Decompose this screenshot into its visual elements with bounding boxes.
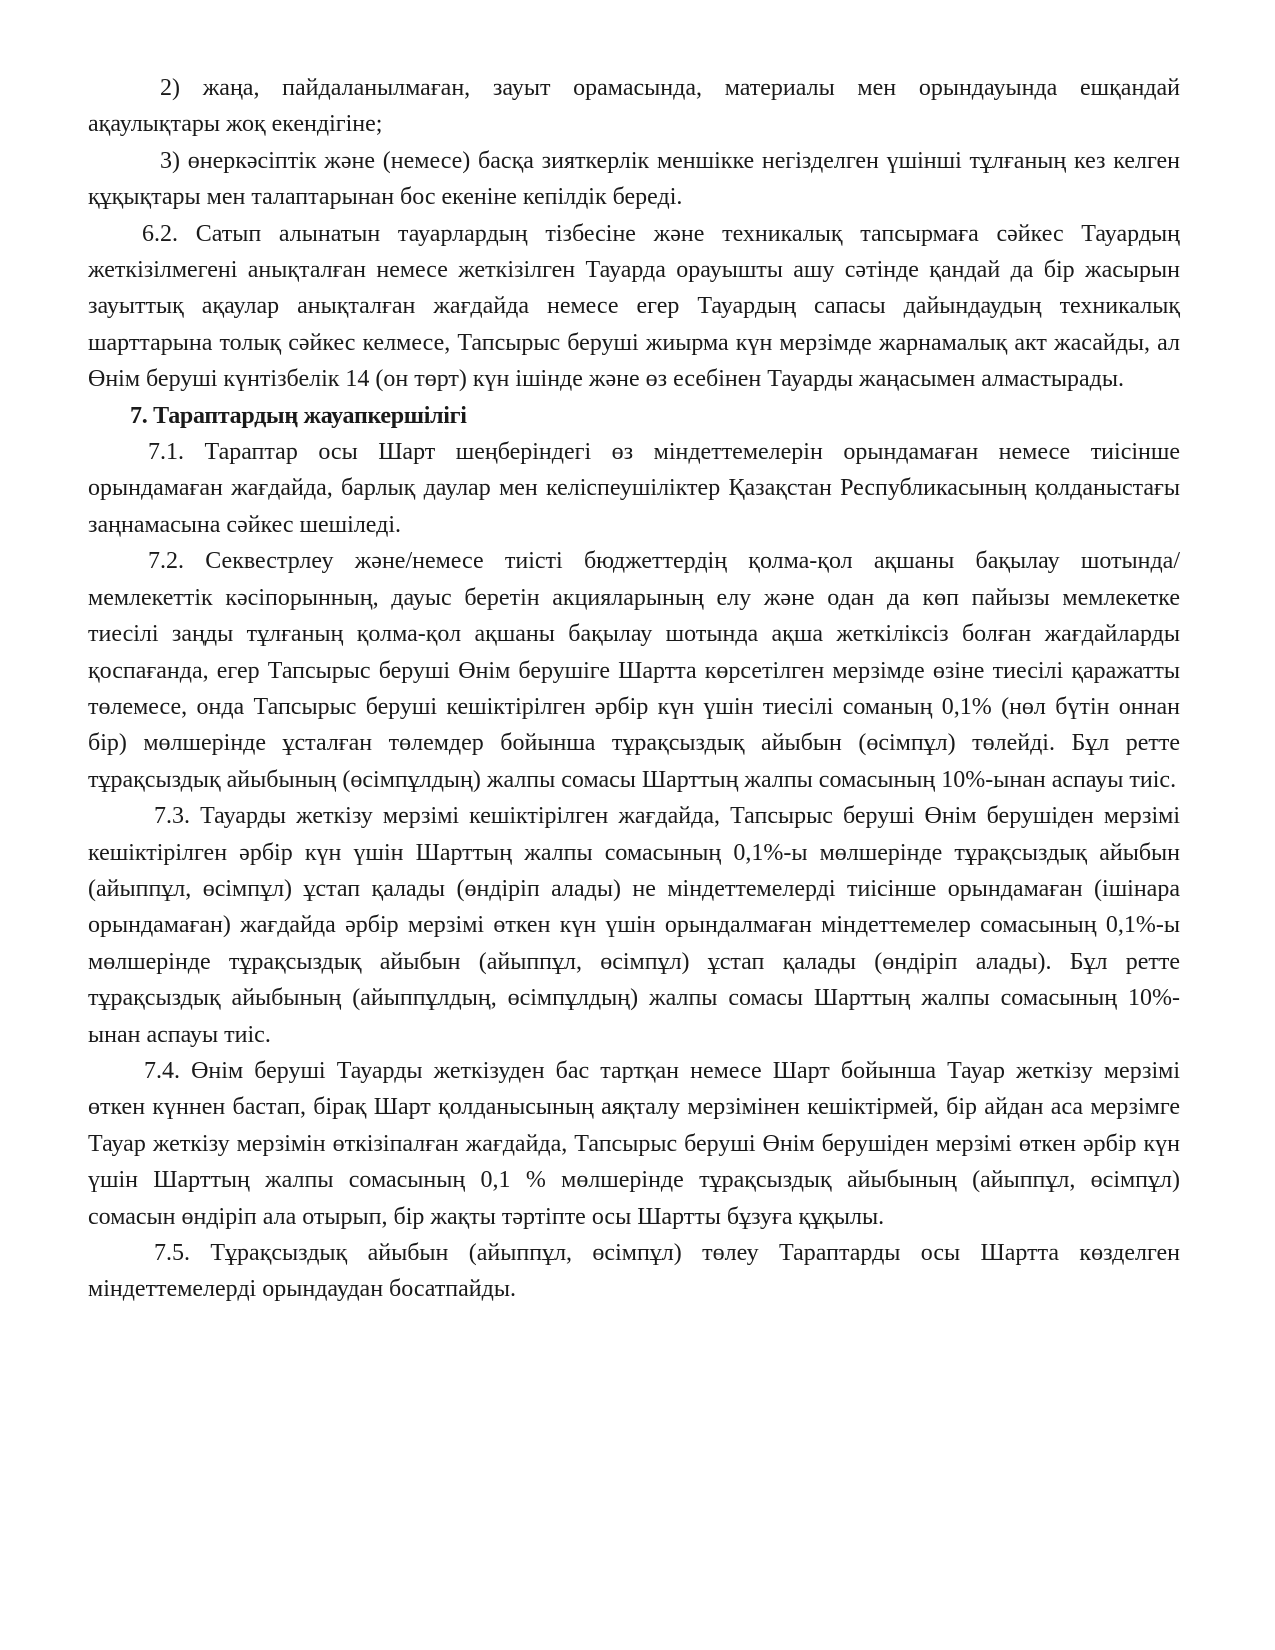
paragraph-6-2: 6.2. Сатып алынатын тауарлардың тізбесіне және техникалық тапсырмаға сәйкес Тауардың жеткізілмегені анықталған немесе жеткізілген Тауарда орауышты ашу сәтінде қандай да бір жасырын зауыттық ақаулар анықталған жағдайда немесе егер Тауардың сапасы дайындаудың техникалық шарттарына толық сәйкес келмесе, Тапсырыс беруші жиырма күн мерзімде жарнамалық акт жасайды, ал Өнім беруші күнтізбелік 14 (он төрт) күн ішінде және өз есебінен Тауарды жаңасымен алмастырады. <box>88 220 1180 393</box>
paragraph-item-3: 3) өнеркәсіптік және (немесе) басқа зияткерлік меншікке негізделген үшінші тұлғаның кез келген құқықтары мен талаптарынан бос екеніне кепілдік береді. <box>88 147 1180 211</box>
paragraph-7-3: 7.3. Тауарды жеткізу мерзімі кешіктірілген жағдайда, Тапсырыс беруші Өнім берушіден мерзімі кешіктірілген әрбір күн үшін Шарттың жалпы сомасының 0,1%-ы мөлшерінде тұрақсыздық айыбын (айыппұл, өсімпұл) ұстап қалады (өндіріп алады) не міндеттемелерді тиісінше орындамаған (ішінара орындамаған) жағдайда әрбір мерзімі өткен күн үшін орындалмаған міндеттемелер сомасының 0,1%-ы мөлшерінде тұрақсыздық айыбын (айыппұл, өсімпұл) ұстап қалады (өндіріп алады). Бұл ретте тұрақсыздық айыбының (айыппұлдың, өсімпұлдың) жалпы сомасы Шарттың жалпы сомасының 10%-ынан аспауы тиіс. <box>88 803 1180 1048</box>
document-page <box>88 70 1180 1308</box>
section-heading-7: 7. Тараптардың жауапкершілігі <box>130 402 467 429</box>
paragraph-7-2: 7.2. Секвестрлеу және/немесе тиісті бюджеттердің қолма-қол ақшаны бақылау шотында/мемлекеттік кәсіпорынның, дауыс беретін акцияларының елу және одан да көп пайызы мемлекетке тиесілі заңды тұлғаның қолма-қол ақшаны бақылау шотында ақша жеткіліксіз болған жағдайларды қоспағанда, егер Тапсырыс беруші Өнім берушіге Шартта көрсетілген мерзімде өзіне тиесілі қаражатты төлемесе, онда Тапсырыс беруші кешіктірілген әрбір күн үшін тиесілі соманың 0,1% (нөл бүтін оннан бір) мөлшерінде ұсталған төлемдер бойынша тұрақсыздық айыбын (өсімпұл) төлейді. Бұл ретте тұрақсыздық айыбының (өсімпұлдың) жалпы сомасы Шарттың жалпы сомасының 10%-ынан аспауы тиіс. <box>88 548 1180 793</box>
paragraph-7-4: 7.4. Өнім беруші Тауарды жеткізуден бас тартқан немесе Шарт бойынша Тауар жеткізу мерзімі өткен күннен бастап, бірақ Шарт қолданысының аяқталу мерзімінен кешіктірмей, бір айдан аса мерзімге Тауар жеткізу мерзімін өткізіпалған жағдайда, Тапсырыс беруші Өнім берушіден мерзімі өткен әрбір күн үшін Шарттың жалпы сомасының 0,1 % мөлшерінде тұрақсыздық айыбының (айыппұл, өсімпұл) сомасын өндіріп ала отырып, бір жақты тәртіпте осы Шартты бұзуға құқылы. <box>88 1057 1180 1230</box>
paragraph-7-1: 7.1. Тараптар осы Шарт шеңберіндегі өз міндеттемелерін орындамаған немесе тиісінше орындамаған жағдайда, барлық даулар мен келіспеушіліктер Қазақстан Республикасының қолданыстағы заңнамасына сәйкес шешіледі. <box>88 439 1180 538</box>
paragraph-7-5: 7.5. Тұрақсыздық айыбын (айыппұл, өсімпұл) төлеу Тараптарды осы Шартта көзделген міндеттемелерді орындаудан босатпайды. <box>88 1240 1180 1303</box>
paragraph-item-2: 2) жаңа, пайдаланылмаған, зауыт орамасында, материалы мен орындауында ешқандай ақаулықтары жоқ екендігіне; <box>88 75 1180 138</box>
